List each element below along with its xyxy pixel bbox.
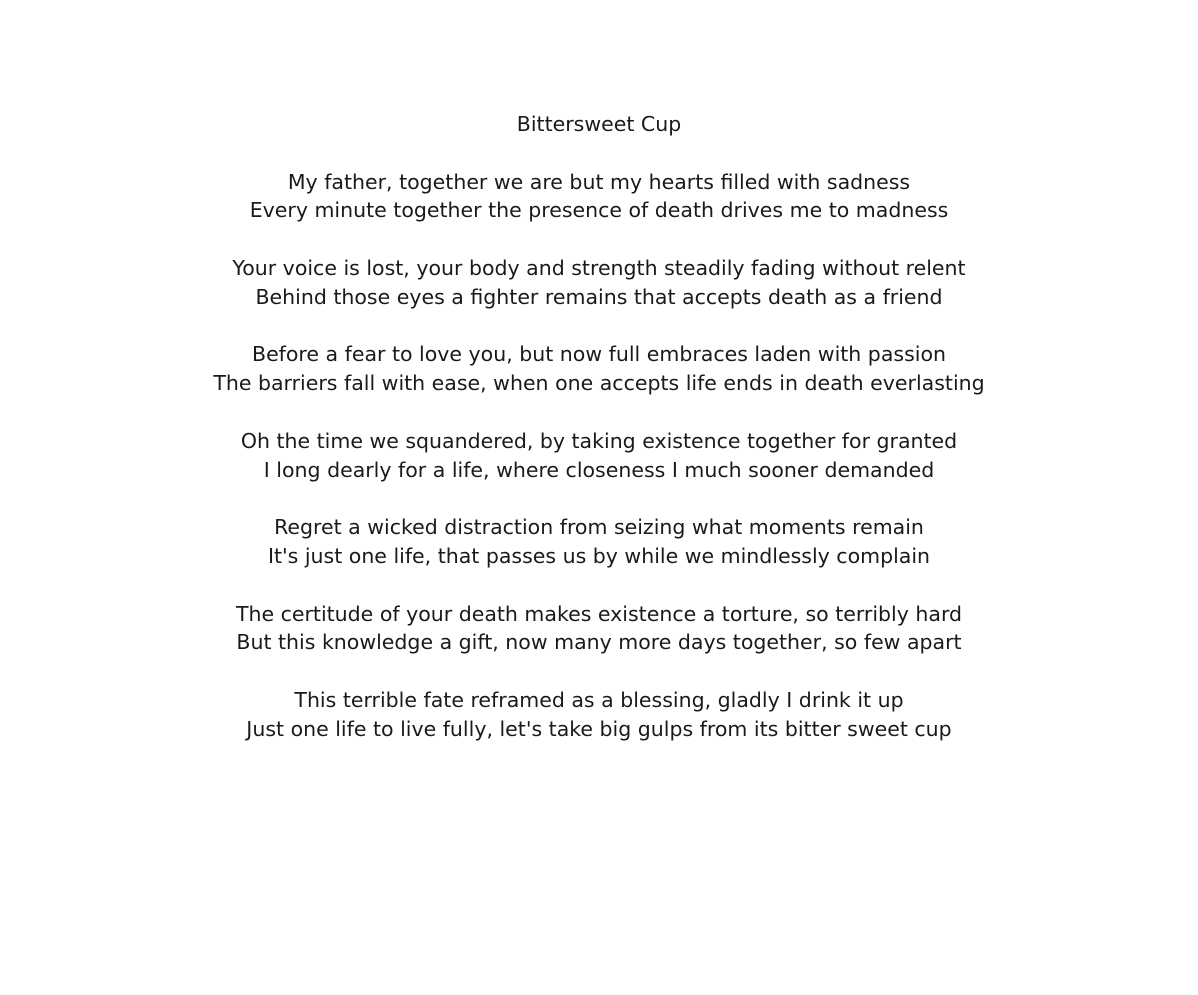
- poem-line: Before a fear to love you, but now full embraces laden with passion: [252, 342, 946, 367]
- stanza-5: [0, 513, 1198, 571]
- poem-line: Behind those eyes a fighter remains that accepts death as a friend: [255, 284, 943, 309]
- poem-line: My father, together we are but my hearts filled with sadness: [287, 169, 911, 194]
- stanza-3: [0, 340, 1198, 398]
- poem-line: Every minute together the presence of death drives me to madness: [249, 198, 949, 223]
- poem-line: I long dearly for a life, where closeness I much sooner demanded: [263, 457, 935, 482]
- poem-title: Bittersweet Cup: [516, 112, 682, 136]
- stanza-4: [0, 427, 1198, 485]
- stanza-1: [0, 168, 1198, 226]
- stanza-7: [0, 686, 1198, 744]
- poem-line: Oh the time we squandered, by taking existence together for granted: [240, 428, 958, 453]
- poem-line: It's just one life, that passes us by while we mindlessly complain: [267, 543, 931, 568]
- poem-line: This terrible fate reframed as a blessing, gladly I drink it up: [294, 687, 904, 712]
- poem-line: The barriers fall with ease, when one accepts life ends in death everlasting: [213, 371, 985, 396]
- poem-line: But this knowledge a gift, now many more days together, so few apart: [236, 630, 962, 655]
- poem-line: Just one life to live fully, let's take big gulps from its bitter sweet cup: [246, 716, 952, 741]
- poem-line: Regret a wicked distraction from seizing what moments remain: [274, 515, 924, 540]
- stanza-6: [0, 600, 1198, 658]
- stanza-2: [0, 254, 1198, 312]
- poem-line: Your voice is lost, your body and strength steadily fading without relent: [232, 255, 966, 280]
- poem-line: The certitude of your death makes existence a torture, so terribly hard: [235, 601, 963, 626]
- poem: [0, 110, 1198, 744]
